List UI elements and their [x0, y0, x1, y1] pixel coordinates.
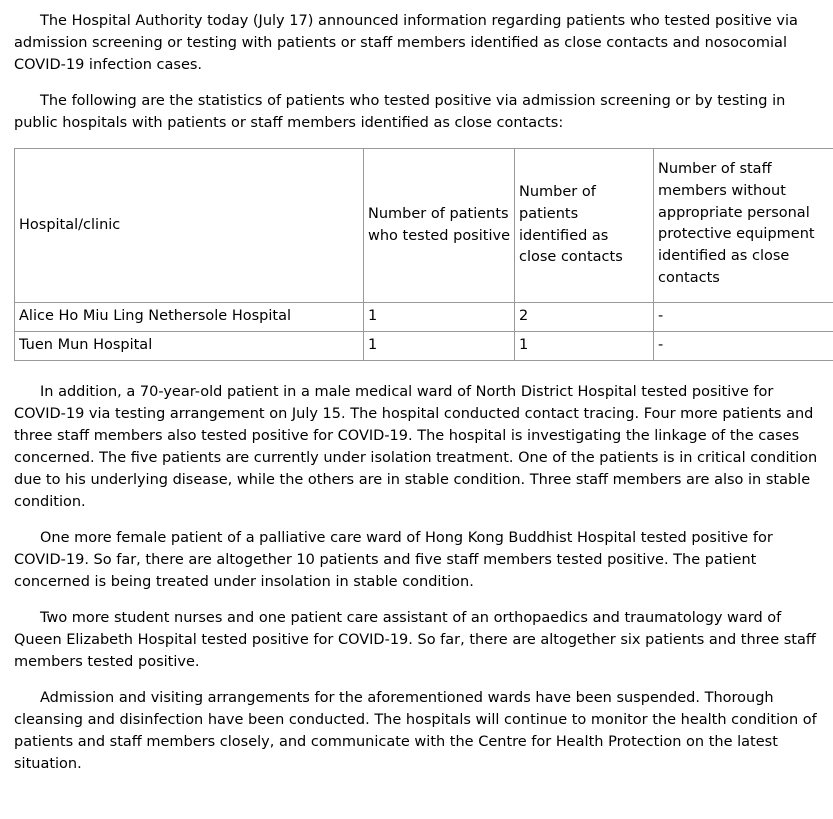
- cell-patients-close-contacts: 1: [515, 331, 654, 360]
- cell-patients-positive: 1: [364, 303, 515, 332]
- paragraph-admission-arrangements: Admission and visiting arrangements for the aforementioned wards have been suspended. Thorough cleansing and disinfection have been conducted. The hospitals will continue to monitor the health condition of patients and staff members closely, and communicate with the Centre for Health Protection on the latest situation.: [14, 690, 817, 773]
- table-row: [15, 331, 833, 360]
- cell-hospital: Tuen Mun Hospital: [15, 331, 364, 360]
- cell-patients-close-contacts: 2: [515, 303, 654, 332]
- table-row: [15, 303, 833, 332]
- paragraph-north-district-hospital: In addition, a 70-year-old patient in a male medical ward of North District Hospital tested positive for COVID-19 via testing arrangement on July 15. The hospital conducted contact tracing. Four more patients and three staff members also tested positive for COVID-19. The hospital is investigating the linkage of the cases concerned. The five patients are currently under isolation treatment. One of the patients is in critical condition due to his underlying disease, while the others are in stable condition. Three staff members are also in stable condition.: [14, 383, 818, 510]
- cell-staff-close-contacts: -: [654, 303, 833, 332]
- paragraph-buddhist-hospital: One more female patient of a palliative care ward of Hong Kong Buddhist Hospital tested positive for COVID-19. So far, there are altogether 10 patients and five staff members tested positive. The patient concerned is being treated under insolation in stable condition.: [14, 529, 773, 590]
- table-header-hospital: Hospital/clinic: [15, 149, 364, 303]
- table-header-row: [15, 149, 833, 303]
- table-header-patients-positive: Number of patients who tested positive: [364, 149, 515, 303]
- paragraph-statistics-lead: The following are the statistics of patients who tested positive via admission screening or by testing in public hospitals with patients or staff members identified as close contacts:: [14, 93, 786, 132]
- cell-staff-close-contacts: -: [654, 331, 833, 360]
- covid-statistics-table: [14, 148, 833, 361]
- cell-patients-positive: 1: [364, 331, 515, 360]
- paragraph-intro: The Hospital Authority today (July 17) announced information regarding patients who tested positive via admission screening or testing with patients or staff members identified as close contacts and nosocomial COVID-19 infection cases.: [14, 13, 798, 74]
- cell-hospital: Alice Ho Miu Ling Nethersole Hospital: [15, 303, 364, 332]
- paragraph-queen-elizabeth-hospital: Two more student nurses and one patient care assistant of an orthopaedics and traumatology ward of Queen Elizabeth Hospital tested positive for COVID-19. So far, there are altogether six patients and three staff members tested positive.: [14, 609, 816, 670]
- table-header-staff-close-contacts: Number of staff members without appropriate personal protective equipment identified as close contacts: [654, 149, 833, 303]
- table-header-patients-close-contacts: Number of patients identified as close contacts: [515, 149, 654, 303]
